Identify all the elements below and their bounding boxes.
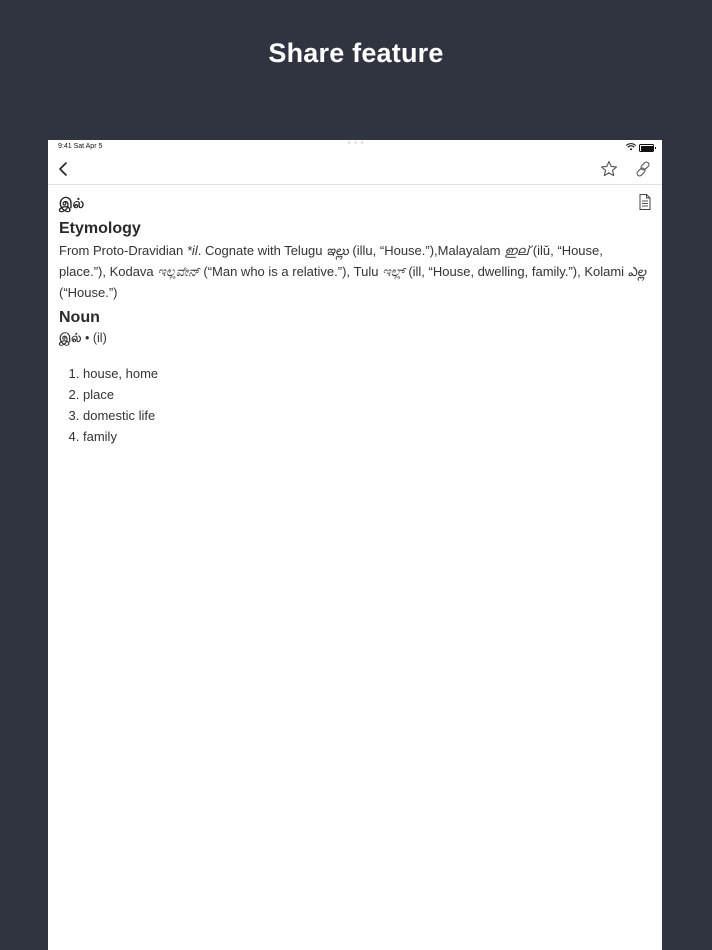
sense-item: 1. house, home xyxy=(83,363,651,384)
wifi-icon xyxy=(626,143,636,151)
transliteration: • (il) xyxy=(81,331,107,345)
status-time: 9:41 Sat Apr 5 xyxy=(58,143,103,150)
navigation-bar xyxy=(48,154,662,185)
status-bar xyxy=(48,140,662,154)
headword-line xyxy=(59,331,651,347)
kodava-word: ಇಲ್ಲವೇನ್ xyxy=(157,264,200,279)
entry-content xyxy=(59,192,651,447)
multitasking-dots: • • • xyxy=(348,140,365,147)
device-screen xyxy=(48,140,662,950)
sense-item: 2. place xyxy=(83,384,651,405)
telugu-word: ఇల్లు xyxy=(326,243,349,258)
link-icon[interactable] xyxy=(633,159,653,179)
part-of-speech-heading: Noun xyxy=(59,309,100,326)
battery-icon xyxy=(639,144,654,152)
etymology-text: From Proto-Dravidian *il. Cognate with Telugu ఇల్లు (illu, “House.”),Malayalam ഇല് (ilŭ, “House, place.”), Kodava ಇಲ್ಲವೇನ್ (“Man who is a relative.”), Tulu ಇಲ್ಲ್ (ill, “House, dwelling, family.”), Kolami ఎల్ల (“House.”) xyxy=(59,243,647,300)
sense-item: 4. family xyxy=(83,426,651,447)
sense-item: 3. domestic life xyxy=(83,405,651,426)
etymology-heading: Etymology xyxy=(59,220,141,237)
sense-list xyxy=(59,363,651,447)
tulu-word: ಇಲ್ಲ್ xyxy=(382,264,405,279)
malayalam-word: ഇല് xyxy=(504,243,530,258)
entry-word: இல் xyxy=(59,195,85,211)
proto-form: *il xyxy=(186,243,198,258)
star-outline-icon[interactable] xyxy=(599,159,619,179)
kolami-word: ఎల్ల xyxy=(627,264,647,279)
page-headline: Share feature xyxy=(268,38,444,68)
document-icon[interactable] xyxy=(636,192,654,212)
headword: இல் xyxy=(59,331,82,345)
chevron-left-icon[interactable] xyxy=(54,159,74,179)
